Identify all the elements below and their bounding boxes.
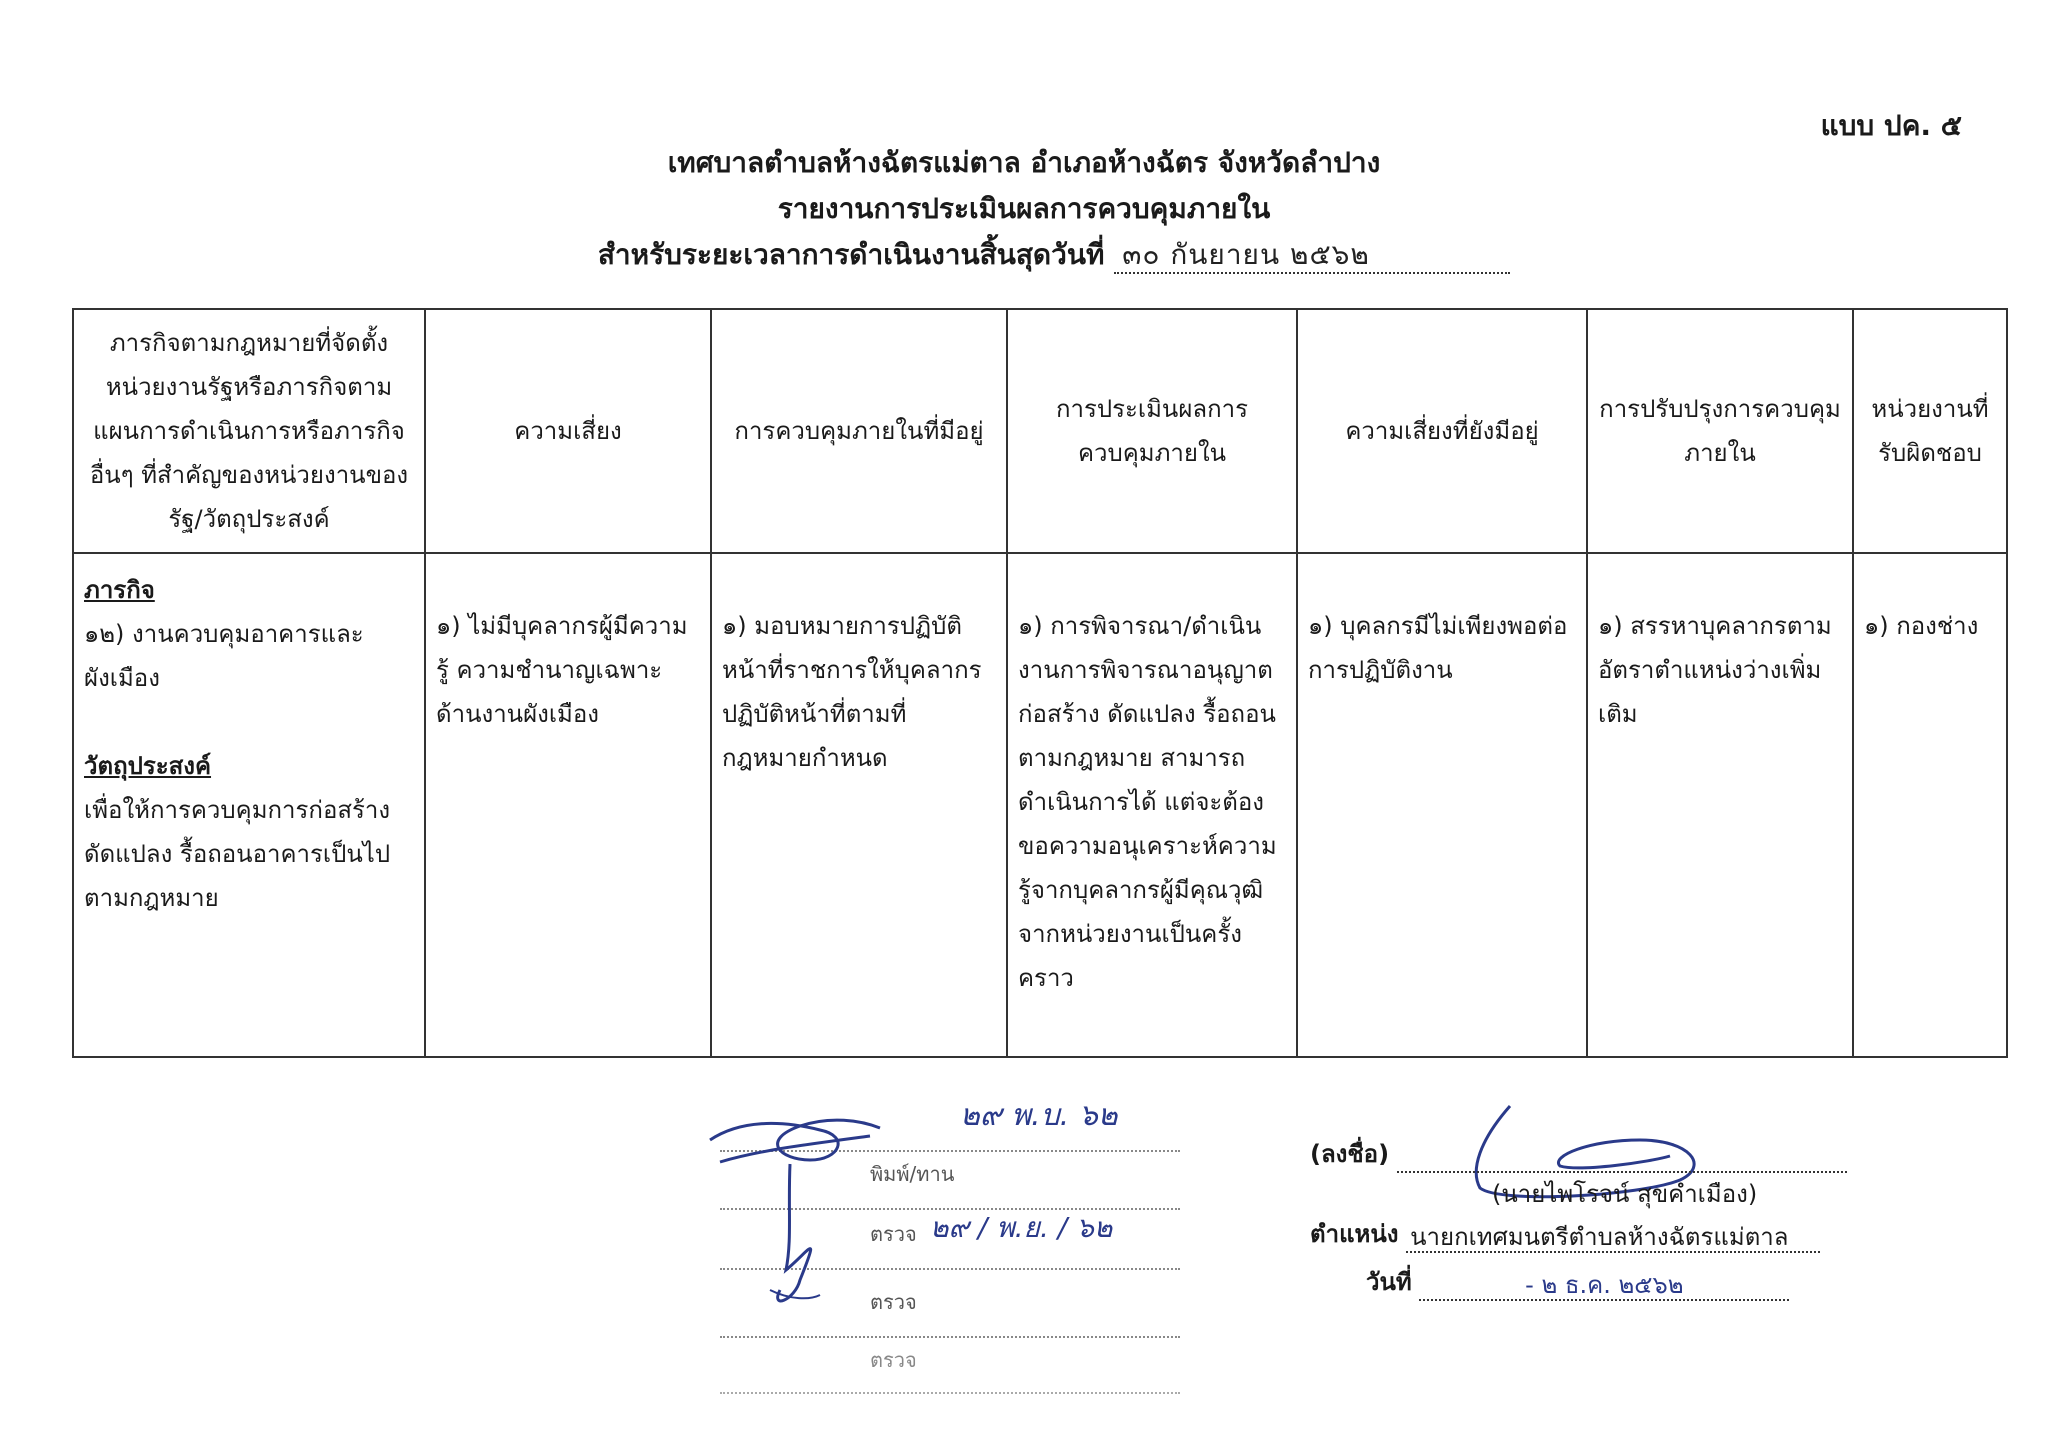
position-value: นายกเทศมนตรีตำบลห้างฉัตรแม่ตาล [1406,1217,1820,1253]
review-check-date: ๒๙ / พ.ย. / ๖๒ [930,1211,1113,1244]
mission-text: ๑๒) งานควบคุมอาคารและผังเมือง [84,620,364,692]
evaluation-table [72,308,2008,1058]
period-date: ๓๐ กันยายน ๒๕๖๒ [1114,238,1510,274]
position-label: ตำแหน่ง [1310,1220,1399,1248]
objective-text: เพื่อให้การควบคุมการก่อสร้าง ดัดแปลง รื้อถอนอาคารเป็นไปตามกฎหมาย [84,796,391,912]
improvement-text: ๑) สรรหาบุคลากรตามอัตราตำแหน่งว่างเพิ่มเติม [1598,612,1832,728]
sign-line [1310,1134,1847,1173]
date-label: วันที่ [1366,1268,1412,1296]
col-header-remaining-risk: ความเสี่ยงที่ยังมีอยู่ [1297,309,1587,553]
sign-label: (ลงชื่อ) [1310,1140,1390,1168]
mission-heading: ภารกิจ [84,576,155,604]
org-title: เทศบาลตำบลห้างฉัตรแม่ตาล อำเภอห้างฉัตร จังหวัดลำปาง [667,146,1381,179]
signer-name: (นายไพโรจน์ สุขคำเมือง) [1492,1180,1758,1208]
remaining-risk-text: ๑) บุคลกรมีไม่เพียงพอต่อการปฏิบัติงาน [1308,612,1568,684]
table-row [73,553,2007,1057]
col-header-risk: ความเสี่ยง [425,309,711,553]
col-header-existing-control: การควบคุมภายในที่มีอยู่ [711,309,1007,553]
cell-responsible [1853,553,2007,1057]
col-header-responsible: หน่วยงานที่รับผิดชอบ [1853,309,2007,553]
evaluation-text: ๑) การพิจารณา/ดำเนินงานการพิจารณาอนุญาตก่อสร้าง ดัดแปลง รื้อถอนตามกฎหมาย สามารถดำเนินการได้ แต่จะต้องขอความอนุเคราะห์ความรู้จากบุคลากรผู้มีคุณวุฒิจากหน่วยงานเป็นครั้งคราว [1018,612,1277,992]
responsible-text: ๑) กองช่าง [1864,612,1979,640]
table-header-row [73,309,2007,553]
form-code: แบบ ปค. ๕ [1820,109,1962,142]
review-date-handwritten: ๒๙ พ.บ. ๖๒ [960,1098,1118,1133]
period-line [60,232,2048,278]
review-block [700,1100,1220,1400]
review-label-check-2: ตรวจ [870,1290,917,1314]
cell-mission [73,553,425,1057]
review-label-check-3: ตรวจ [870,1348,917,1372]
col-header-improvement: การปรับปรุงการควบคุมภายใน [1587,309,1853,553]
period-label: สำหรับระยะเวลาการดำเนินงานสิ้นสุดวันที่ [597,238,1105,271]
cell-improvement [1587,553,1853,1057]
date-value: - ๒ ธ.ค. ๒๕๖๒ [1419,1265,1789,1301]
review-label-typing: พิมพ์/ทาน [870,1162,955,1186]
cell-existing-control [711,553,1007,1057]
initials-signature [700,1100,1220,1400]
objective-heading: วัตถุประสงค์ [84,752,212,780]
date-line [1366,1262,1789,1301]
risk-text: ๑) ไม่มีบุคลากรผู้มีความรู้ ความชำนาญเฉพาะด้านงานผังเมือง [436,612,688,728]
position-line [1310,1214,1820,1253]
review-label-check-1: ตรวจ [870,1222,917,1246]
cell-risk [425,553,711,1057]
col-header-mission: ภารกิจตามกฎหมายที่จัดตั้งหน่วยงานรัฐหรือภารกิจตามแผนการดำเนินการหรือภารกิจอื่นๆ ที่สำคัญของหน่วยงานของรัฐ/วัตถุประสงค์ [73,309,425,553]
col-header-evaluation: การประเมินผลการควบคุมภายใน [1007,309,1297,553]
report-title: รายงานการประเมินผลการควบคุมภายใน [777,192,1271,225]
existing-control-text: ๑) มอบหมายการปฏิบัติหน้าที่ราชการให้บุคลากรปฏิบัติหน้าที่ตามที่กฎหมายกำหนด [722,612,982,772]
cell-evaluation [1007,553,1297,1057]
document-header [0,140,2048,278]
sign-dotted-line [1397,1137,1847,1173]
cell-remaining-risk [1297,553,1587,1057]
